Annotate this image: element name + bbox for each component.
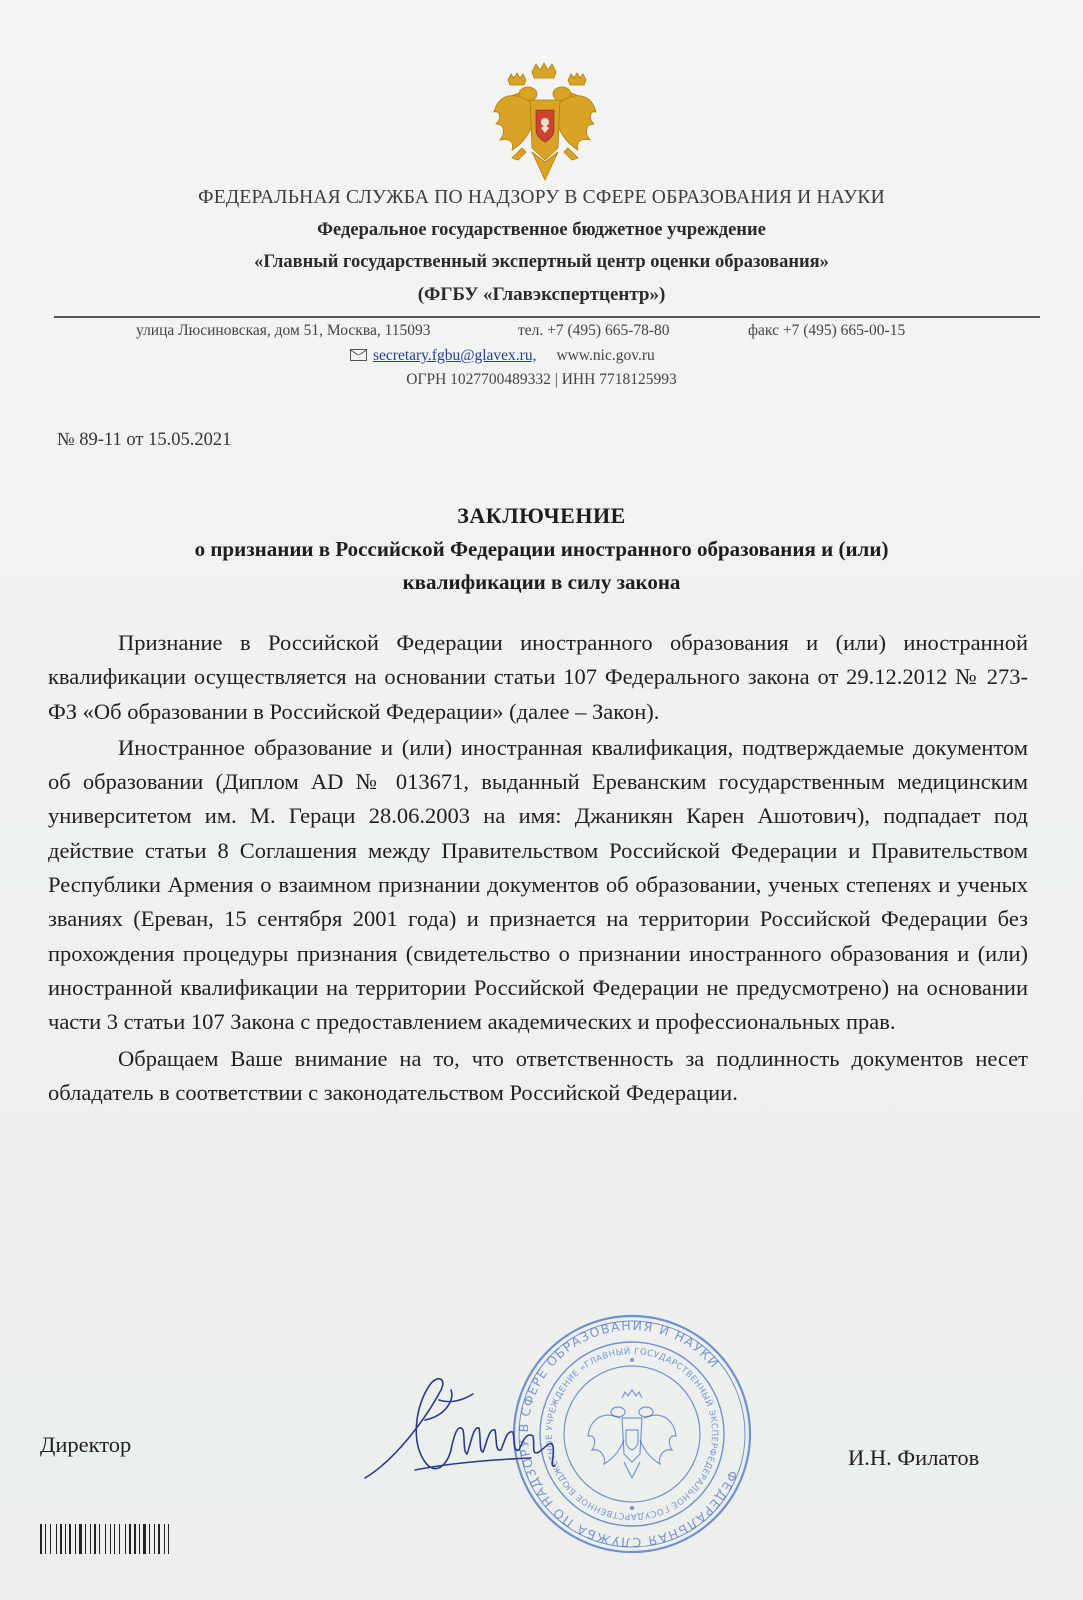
institution-type: Федеральное государственное бюджетное учреждение [317,220,766,240]
fax: факс +7 (495) 665-00-15 [748,322,906,339]
barcode-bar [75,1524,76,1554]
barcode-icon [40,1524,216,1554]
signer-position: Директор [40,1432,132,1457]
document-subtitle-line-1: о признании в Российской Федерации иностранного образования и (или) [194,537,889,561]
barcode-bar [139,1524,140,1554]
barcode-bar [105,1524,106,1554]
address: улица Люсиновская, дом 51, Москва, 115093 [136,322,431,339]
barcode-bar [114,1524,115,1554]
paragraph-responsibility: Обращаем Ваше внимание на то, что ответственность за подлинность документов несет обладатель в соответствии с законодательством Российской Федерации. [48,1045,1028,1105]
barcode-bar [168,1524,169,1554]
barcode-bar [56,1524,57,1554]
paragraph-legal-basis: Признание в Российской Федерации иностранного образования и (или) иностранной квалификации осуществляется на основании статьи 107 Федерального закона от 29.12.2012 № 273-ФЗ «Об образовании в Российской Федерации» (далее – Закон). [48,630,1028,724]
barcode-bar [110,1524,111,1554]
email-link[interactable]: secretary.fgbu@glavex.ru, [373,347,537,364]
contact-web-row [350,347,790,365]
director-signature [355,1360,595,1500]
document-number: № 89-11 от 15.05.2021 [57,430,232,450]
russian-coat-of-arms-icon [492,60,598,182]
barcode-bar [154,1524,155,1554]
registration-numbers: ОГРН 1027700489332 | ИНН 7718125993 [406,371,677,388]
stamp-outer-text: ФЕДЕРАЛЬНАЯ СЛУЖБА ПО НАДЗОРУ В СФЕРЕ ОБРАЗОВАНИЯ И НАУКИ [515,1317,741,1551]
barcode-bar [94,1524,96,1554]
institution-name: «Главный государственный экспертный центр оценки образования» [254,252,829,272]
envelope-icon [350,349,367,361]
barcode-bar [65,1524,66,1554]
barcode-bar [164,1524,165,1554]
barcode-bar [99,1524,100,1554]
barcode-bar [134,1524,136,1554]
barcode-bar [45,1524,46,1554]
barcode-bar [143,1524,146,1554]
stamp-inner-text: ФЕДЕРАЛЬНОЕ ГОСУДАРСТВЕННОЕ БЮДЖЕТНОЕ УЧРЕЖДЕНИЕ «ГЛАВНЫЙ ГОСУДАРСТВЕННЫЙ ЭКСПЕРТНЫЙ [544,1346,720,1522]
document-title: ЗАКЛЮЧЕНИЕ [457,503,626,528]
barcode-bar [50,1524,51,1554]
barcode-bar [85,1524,86,1554]
document-body [48,626,1028,1112]
barcode-bar [149,1524,150,1554]
signer-name: И.Н. Филатов [848,1445,980,1470]
barcode-bar [129,1524,131,1554]
barcode-bar [158,1524,160,1554]
barcode-bar [40,1524,42,1554]
barcode-bar [125,1524,126,1554]
institution-abbreviation: (ФГБУ «Главэкспертцентр») [417,284,666,305]
barcode-bar [60,1524,62,1554]
contact-row [136,322,1036,340]
paragraph-recognition: Иностранное образование и (или) иностранная квалификация, подтверждаемые документом об образовании (Диплом AD № 013671, выданный Ереванским государственным медицинским университетом им. М. Гераци 28.06.2003 на имя: Джаникян Карен Ашотович), подпадает под действие статьи 8 Соглашения между Правительством Российской Федерации и Правительством Республики Армения о взаимном признании документов об образовании, ученых степенях и ученых званиях (Ереван, 15 сентября 2001 года) и признается на территории Российской Федерации без прохождения процедуры признания (свидетельство о признании иностранного образования и (или) иностранной квалификации на территории Российской Федерации не предусмотрено) на основании части 3 статьи 107 Закона с предоставлением академических и профессиональных прав. [48,734,1028,1035]
barcode-bar [79,1524,82,1554]
barcode-bar [119,1524,120,1554]
barcode-bar [90,1524,91,1554]
document-subtitle-line-2: квалификации в силу закона [402,570,681,594]
header-divider [54,316,1040,318]
website-link[interactable]: www.nic.gov.ru [556,347,655,364]
phone: тел. +7 (495) 665-78-80 [518,322,670,339]
agency-name: ФЕДЕРАЛЬНАЯ СЛУЖБА ПО НАДЗОРУ В СФЕРЕ ОБРАЗОВАНИЯ И НАУКИ [198,187,885,208]
barcode-bar [69,1524,71,1554]
